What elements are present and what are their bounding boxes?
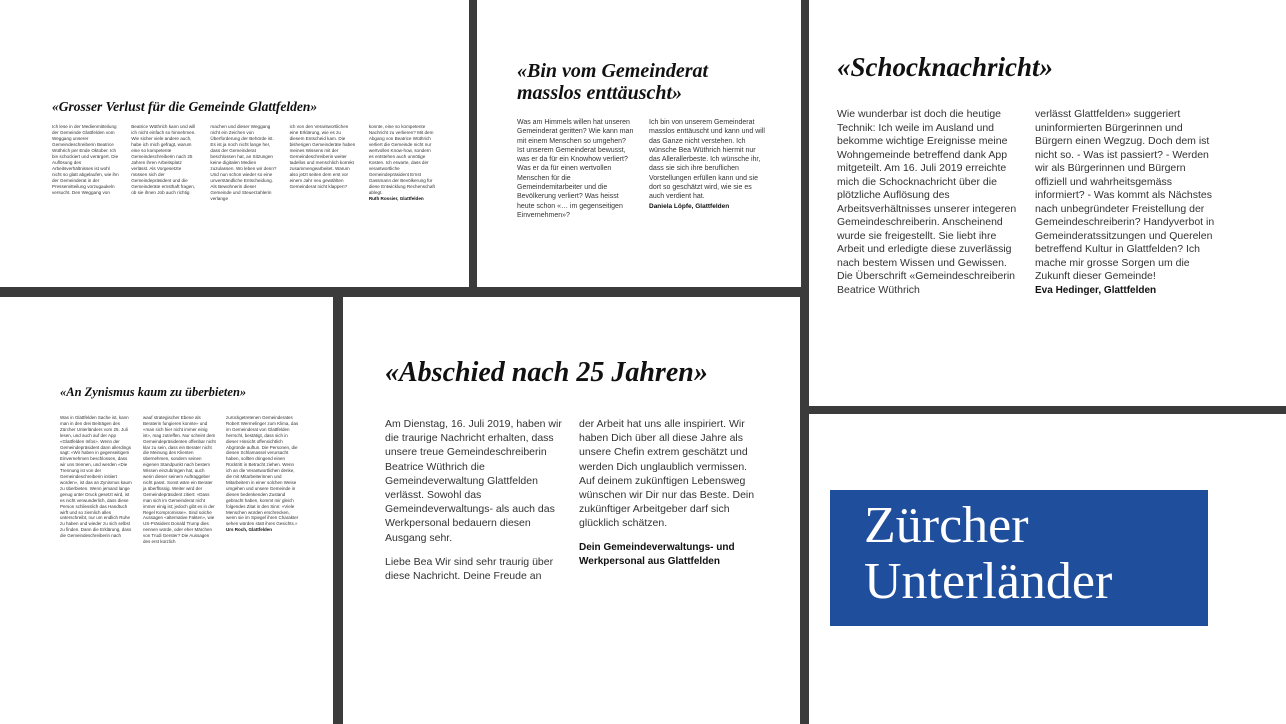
letter-column xyxy=(579,417,759,583)
letter-title: «Schocknachricht» xyxy=(837,52,1054,82)
letter-column: Was in Glattfelden Sache ist, kann man in den drei Beiträgen des Zürcher Unterländers vom 25. Juli lesen, und auch auf der App «Glattfelden Infos». Wenn der Gemeindepräsident dann allerdings sagt: «Wir haben in gegenseitigem Einvernehmen beschlossen, dass wir uns trennen, und werden «Die Trennung ist von der Gemeindeschreiberin initiiert worden», ist das an Zynismus kaum zu überbieten. Wenn jemand lange genug unter Druck gesetzt wird, ist es nicht verwunderlich, dass diese Person schliesslich das Handtuch wirft und so ziemlich alles unterschreibt, nur um endlich Ruhe zu haben und wieder zu sich selbst zu finden. Dann die Erklärung, dass die Gemeindeschreiberin nach xyxy=(60,415,132,539)
letter-grosser-verlust xyxy=(0,0,469,287)
letter-paragraph: Liebe Bea Wir sind sehr traurig über diese Nachricht. Deine Freude an xyxy=(385,555,554,583)
letter-masslos-enttaeuscht xyxy=(477,0,801,287)
letter-column: wauf strategischer Ebene als Beraterin fungieren konnte» und «man sich hier nicht immer einig ist», mag zutreffen. Nur scheint dem Gemeindepräsidenten offenbar nicht klar zu sein, dass ein Berater nicht die Meinung des Klienten übernehmen, sondern seinen eigenen Standpunkt nach bestem Wissen einzubringen hat, auch wenn dieser seinem Auftraggeber nicht passt. Sonst wäre ein Berater ja überflüssig. Weiter wird der Gemeindepräsident zitiert: «Dass man sich im Gemeinderat nicht immer einig ist; jedoch gibt es in der Regel Kompromisse». Sind solche Aussagen «alternative Fakten», wie US-Präsident Donald Trump dies nennen würde, oder eher Märchen von Trudi Gerster? Die Aussagen des erst kürzlich xyxy=(143,415,216,545)
letter-signature: Dein Gemeindeverwaltungs- und Werkpersonal aus Glattfelden xyxy=(579,541,735,567)
newspaper-logo xyxy=(830,490,1208,626)
letter-column: Beatrice Wüthrich kann und will ich nicht einfach so hinnehmen. Wie sicher viele andere auch, habe ich mich gefragt, warum eine so kompetente Gemeindeschreiberin nach 25 Jahren ihren Arbeitsplatz verlässt. Als Vorgesetzte müssen sich der Gemeindepräsident und die Gemeinderäte ernsthaft fragen, ob sie ihnen Job auch richtig xyxy=(131,124,196,195)
letter-paragraph: Am Dienstag, 16. Juli 2019, haben wir die traurige Nachricht erhalten, dass unsere treue Gemeindeschreiberin Beatrice Wüthrich die Gemeindeverwaltung Glattfelden verlässt. Sowohl das Gemeindeverwaltungs- als auch das Werkpersonal bedauern diesen Ausgang sehr. xyxy=(385,418,562,544)
letter-body xyxy=(52,124,436,202)
letter-title: «Abschied nach 25 Jahren» xyxy=(385,357,708,388)
letter-column: Was am Himmels willen hat unseren Gemeinderat geritten? Wie kann man mit einem Menschen so umgehen? Ist unserem Gemeinderat bewusst, was er da für ein Knowhow verliert? Was er da für einen wertvollen Menschen für die Gemeindemitarbeiter und die Bevölkerung verliert? Was heisst heute schon «… im gegenseitigen Einvernehmen»? xyxy=(517,119,634,219)
letter-column: machen und dieser Weggang nicht ein Zeichen von Überforderung der Behörde ist. Es ist ja noch nicht lange her, dass der Gemeinderat beschlossen hat, an Sitzungen keine digitalen Medien zuzulassen. Wo leben wir denn? Und nun schon wieder so eine unverständliche Entscheidung. Als Bewohnerin dieser Gemeinde und Steuerzahlerin verlange xyxy=(210,124,277,201)
letter-column: Ich lese in der Medienmitteilung der Gemeinde Glattfelden vom Weggang unserer Gemeindeschreiberin Beatrice Wüthrich per Ende Oktober. Ich bin schockiert und verärgert. Die Auflösung des Arbeitsverhältnisses ist wohl nicht so glatt abgelaufen, wie ihn der Gemeinderat in der Pressemitteilung vorzugaukeln versucht. Den Weggang von xyxy=(52,124,119,195)
letter-paragraph: der Arbeit hat uns alle inspiriert. Wir haben Dich über all diese Jahre als unsere Chefin extrem geschätzt und werden Dich unglaublich vermissen. Auf deinem zukünftigen Lebensweg wünschen wir Dir nur das Beste. Dein zukünftiger Arbeitgeber darf sich glücklich schätzen. xyxy=(579,418,755,530)
letter-title: «An Zynismus kaum zu überbieten» xyxy=(60,385,247,399)
letter-title: «Bin vom Gemeinderat masslos enttäuscht» xyxy=(517,60,709,104)
letter-body xyxy=(837,108,1217,297)
letter-column xyxy=(1035,108,1217,297)
letter-text: zurückgetretenen Gemeinderates Robert Wermelinger zum Klima, das im Gemeinderat von Glattfelden herrscht, bestätigt, dass sich in dieser Hinsicht offensichtlich Abgründe auftun. Die Personen, die diesen Schlamassel verursacht haben, sollten dringend einen Rücktritt in Betracht ziehen. Wenn ich an die Verantwortlichen denke, die mit Mitarbeiterinnen und Mitarbeitern in einer solchen Weise umgehen und unsere Gemeinde in diesen bedenkenden Zustand gebracht haben, kommt mir gleich folgendes Zitat in den Sinn: «Viele Menschen würden erschrecken, wenn sie im Spiegel ihren Charakter sehen würden statt ihres Gesichts.» xyxy=(226,415,299,527)
letter-signature: Urs Roch, Glattfelden xyxy=(226,527,273,533)
letter-column xyxy=(226,415,299,545)
logo-text-line1: Zürcher xyxy=(864,497,1029,554)
letter-column: Wie wunderbar ist doch die heutige Technik: Ich weile im Ausland und bekomme wichtige Ereignisse meine Wohngemeinde betreffend dank App mitgeteilt. Am 16. Juli 2019 erreichte mich die Schocknachricht über die plötzliche Auflösung des Arbeitsverhältnisses unserer integeren Gemeindeschreiberin. Anscheinend wurde sie freigestellt. Sie liebt ihre Arbeit und erledigte diese zuverlässig nach bestem Wissen und Gewissen. Die Überschrift «Gemeindeschreiberin Beatrice Wüthrich xyxy=(837,108,1017,296)
letter-text: Ich bin von unserem Gemeinderat masslos enttäuscht und kann und will das Ganze nicht verstehen. Ich wünsche Bea Wüthrich hiermit nur das Allerallerbeste. Ich wünsche ihr, dass sie sich ihre beruflichen Vorstellungen erfüllen kann und sie dort so geschätzt wird, wie sie es auch verdient hat. xyxy=(649,119,765,201)
letter-body xyxy=(517,118,767,220)
letter-text: verlässt Glattfelden» suggeriert uninformierten Bürgerinnen und Bürgern einen Wegzug. Doch dem ist nicht so. - Was ist passiert? - Werden wir als Bürgerinnen und Bürgern offiziell und wahrheitsgemäss informiert? - Was kommt als Nächstes nach unbegründeter Freistellung der Gemeindeschreiberin? Handyverbot in Gemeinderatssitzungen und Querelen betreffend Kultur in Glattfelden? Ich mache mir grosse Sorgen um die Zukunft dieser Gemeinde! xyxy=(1035,108,1215,282)
logo-text-line2: Unterländer xyxy=(864,553,1113,610)
letter-title: «Grosser Verlust für die Gemeinde Glattfelden» xyxy=(52,99,318,114)
letter-signature: Eva Hedinger, Glattfelden xyxy=(1035,284,1157,296)
letter-body xyxy=(385,417,760,583)
letter-signature: Ruth Rossier, Glattfelden xyxy=(368,196,424,201)
letter-column xyxy=(649,118,767,220)
letter-schocknachricht xyxy=(809,0,1286,406)
letter-text: konnte, eine so kompetente Nachricht zu verlieren? Mit dem Abgang von Beatrice Wüthrich verliert die Gemeinde nicht nur wertvolles Know-how, sondern es entstehen auch unnötige Kosten. Ich erwarte, dass der verantwortliche Gemeindepräsident Ernst Gassmann der Bevölkerung für diese Entwicklung Rechenschaft ablegt. xyxy=(368,124,435,195)
letter-column: ich von den Verantwortlichen eine Erklärung, wie es zu diesem Entscheid kam. Die bisherigen Gemeinderäte haben meines Wissens mit der Gemeindeschreiberin weiter tadellos und menschlich korrekt zusammengearbeitet. Warum also jetzt seiten dem erst vor einem Jahr neu gewählten Gemeinderat nicht klappen? xyxy=(289,124,356,189)
letter-zynismus xyxy=(0,297,333,724)
letter-abschied xyxy=(343,297,800,724)
logo-panel xyxy=(809,414,1286,724)
letter-column xyxy=(385,417,565,583)
letter-signature: Daniela Löpfe, Glattfelden xyxy=(649,202,730,210)
letter-column xyxy=(369,124,436,202)
letter-body xyxy=(60,415,300,545)
